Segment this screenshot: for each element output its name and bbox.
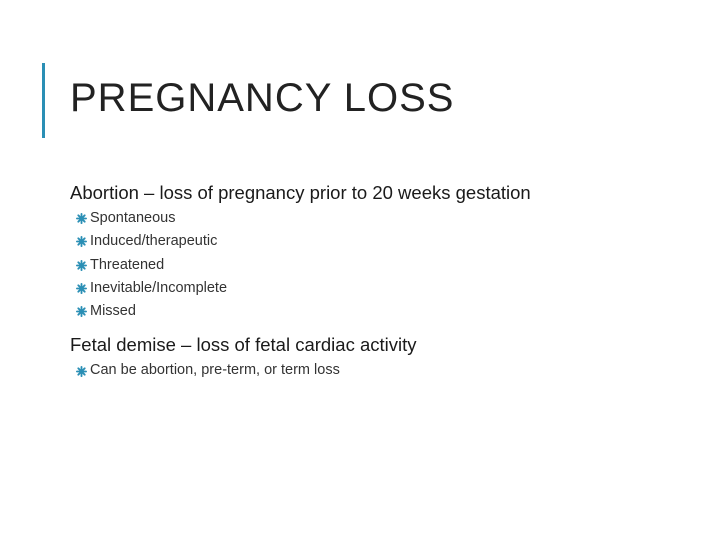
bullet-list-fetal-demise (70, 359, 690, 382)
section-heading-abortion: Abortion – loss of pregnancy prior to 20 weeks gestation (70, 182, 531, 203)
asterisk-flower-icon (76, 306, 87, 317)
list-item-label: Spontaneous (90, 210, 176, 226)
list-item-label: Can be abortion, pre-term, or term loss (90, 362, 340, 379)
list-item (76, 277, 690, 300)
list-item (76, 359, 690, 382)
list-item-label: Inevitable/Incomplete (90, 279, 228, 296)
asterisk-flower-icon (76, 213, 87, 224)
list-item (76, 230, 690, 253)
title-accent-bar (42, 63, 45, 138)
list-item (76, 300, 690, 323)
slide-title: PREGNANCY LOSS (70, 76, 455, 120)
asterisk-flower-icon (76, 236, 87, 247)
list-item-label: Induced/therapeutic (90, 233, 218, 250)
asterisk-flower-icon (76, 260, 87, 271)
bullet-list-abortion (70, 207, 690, 323)
slide-body (70, 181, 690, 383)
list-item (76, 207, 690, 230)
asterisk-flower-icon (76, 283, 87, 294)
section-heading-fetal-demise: Fetal demise – loss of fetal cardiac activity (70, 334, 417, 356)
list-item-label: Missed (90, 303, 136, 320)
asterisk-flower-icon (76, 366, 87, 377)
list-item (76, 254, 690, 277)
list-item-label: Threatened (90, 256, 165, 273)
